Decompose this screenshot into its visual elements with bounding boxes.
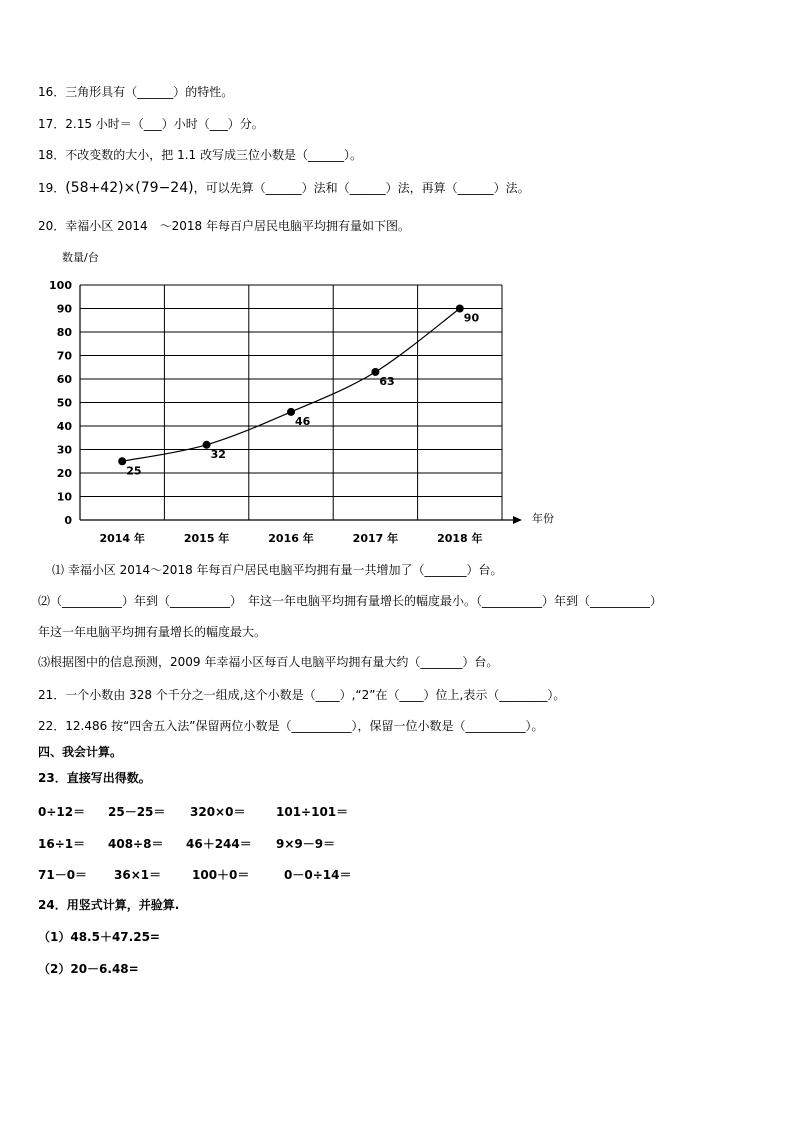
data-label: 46: [295, 414, 311, 428]
x-axis-arrow: [513, 516, 522, 524]
y-tick-label: 60: [56, 373, 72, 386]
calc-item: 25－25＝: [108, 805, 166, 819]
data-label: 63: [379, 374, 395, 388]
y-tick-label: 50: [56, 396, 72, 410]
question-20-part-1: ⑴ 幸福小区 2014～2018 年每百户居民电脑平均拥有量一共增加了（_______）台。: [52, 563, 503, 577]
series-line: [122, 309, 460, 462]
x-tick-label: 2016 年: [268, 532, 314, 545]
calc-item: 0÷12＝: [38, 805, 86, 819]
question-16: 16．三角形具有（______）的特性。: [38, 85, 234, 99]
data-point: [456, 305, 464, 313]
calc-item: 320×0＝: [190, 805, 246, 819]
data-label: 32: [210, 447, 226, 461]
question-17: 17．2.15 小时＝（___）小时（___）分。: [38, 117, 264, 131]
y-tick-label: 90: [56, 302, 72, 316]
x-tick-label: 2017 年: [352, 532, 399, 545]
question-21: 21．一个小数由 328 个千分之一组成,这个小数是（____）,“2”在（____）位上,表示（________）。: [38, 688, 566, 702]
question-20-part-3: ⑶根据图中的信息预测，2009 年幸福小区每百人电脑平均拥有量大约（_______）台。: [38, 655, 499, 669]
y-tick-label: 70: [56, 349, 72, 363]
question-20-part-2b: 年这一年电脑平均拥有量增长的幅度最大。: [38, 625, 267, 639]
calc-item: 46＋244＝: [186, 837, 252, 851]
question-24: 24．用竖式计算，并验算.: [38, 898, 180, 912]
section-4-heading: 四、我会计算。: [38, 745, 123, 759]
question-23: 23．直接写出得数。: [38, 771, 151, 785]
question-24-part-1: （1）48.5＋47.25=: [38, 930, 160, 944]
y-tick-label: 20: [56, 467, 72, 480]
data-point: [287, 408, 295, 416]
calc-item: 100＋0＝: [192, 868, 250, 882]
question-22: 22．12.486 按“四舍五入法”保留两位小数是（__________），保留一位小数是（__________）。: [38, 719, 544, 733]
y-tick-label: 40: [56, 420, 72, 433]
y-tick-label: 0: [64, 514, 72, 527]
y-tick-label: 100: [49, 279, 72, 292]
calc-item: 9×9－9＝: [276, 837, 336, 851]
y-tick-label: 10: [56, 490, 72, 504]
calc-item: 71－0＝: [38, 868, 88, 882]
question-18: 18．不改变数的大小，把 1.1 改写成三位小数是（______）。: [38, 148, 362, 162]
question-20: 20．幸福小区 2014 ～2018 年每百户居民电脑平均拥有量如下图。: [38, 219, 410, 233]
x-axis-label: 年份: [532, 512, 554, 525]
question-19: [38, 180, 530, 196]
data-point: [371, 368, 379, 376]
x-tick-label: 2018 年: [437, 532, 483, 545]
x-tick-label: 2015 年: [183, 532, 230, 545]
question-19-text: ，可以先算（______）法和（______）法，再算（______）法。: [193, 181, 530, 195]
x-tick-label: 2014 年: [99, 532, 145, 545]
y-axis-label: 数量/台: [62, 251, 99, 264]
data-label: 90: [463, 311, 480, 325]
question-24-part-2: （2）20－6.48=: [38, 962, 139, 976]
question-19-number: 19．: [38, 181, 66, 195]
calc-item: 101÷101＝: [276, 805, 349, 819]
calc-item: 0－0÷14＝: [284, 868, 352, 882]
data-point: [203, 441, 211, 449]
y-tick-label: 30: [56, 443, 72, 457]
data-point: [118, 457, 126, 465]
calc-item: 408÷8＝: [108, 837, 164, 851]
question-20-part-2a: ⑵（__________）年到（__________） 年这一年电脑平均拥有量增长的幅度最小。（__________）年到（__________）: [38, 594, 663, 608]
calc-item: 16÷1＝: [38, 837, 86, 851]
data-label: 25: [126, 464, 142, 478]
calc-item: 36×1＝: [114, 868, 162, 882]
question-19-expression: (58+42)×(79−24): [65, 180, 194, 196]
line-chart: [40, 244, 554, 554]
y-tick-label: 80: [56, 326, 72, 339]
